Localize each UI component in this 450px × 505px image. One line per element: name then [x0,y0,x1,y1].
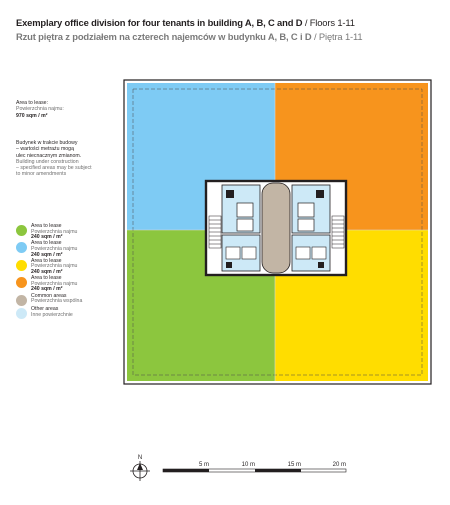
legend-label-en: Area to lease [31,240,62,247]
legend-label-pl: Powierzchnia najmu [31,245,78,252]
elevator-icon [298,219,314,231]
legend-label-pl: Powierzchnia najmu [31,263,78,270]
north-compass-icon [130,455,150,481]
note-en-1: Building under construction [16,158,79,165]
legend-value: 240 sqm / m² [31,268,63,275]
compass-north-label: N [137,455,143,461]
legend-label-en: Area to lease [31,223,62,229]
legend-label-en: Area to lease [31,275,62,282]
note-en-3: to minor amendments [16,171,67,178]
legend-label-pl: Powierzchnia najmu [31,280,78,287]
toilet-icon [226,247,240,259]
title-polish: Rzut piętra z podziałem na czterech najemców w budynku A, B, C i D / Piętra 1-11 [16,31,363,42]
note-pl-1: Budynek w trakcie budowy [16,140,78,146]
stairs-icon [209,216,221,248]
title-english: Exemplary office division for four tenants in building A, B, C and D / Floors 1-11 [16,17,355,28]
legend-label-en: Other areas [31,305,59,312]
legend-label-pl: Powierzchnia najmu [31,228,78,235]
stairs-icon [332,216,344,248]
legend-value: 240 sqm / m² [31,286,63,293]
scale-label: 10 m [241,462,255,468]
scale-label: 20 m [332,462,346,468]
toilet-icon [242,247,256,259]
elevator-icon [237,203,253,217]
legend-value: 240 sqm / m² [31,234,63,241]
note-pl-3: ulec niecnacznym zmianom. [16,152,82,159]
note-pl-2: – wartości metrażu mogą [16,146,74,153]
note-en-2: – specified areas may be subject [16,165,92,172]
elevator-icon [298,203,314,217]
legend-label-en: Common areas [31,292,67,299]
legend-value: 240 sqm / m² [31,251,63,258]
legend-label-pl: Powierzchnia wspólna [31,298,83,305]
elevator-icon [237,219,253,231]
toilet-icon [296,247,310,259]
area-label-pl: Powierzchnia najmu: [16,106,64,113]
legend-label-pl: Inne powierzchnie [31,311,73,318]
building-core [206,181,346,275]
scale-label: 15 m [287,462,301,468]
area-value: 970 sqm / m² [16,112,48,119]
scale-bar [163,462,346,472]
toilet-icon [312,247,326,259]
scale-label: 5 m [198,462,209,468]
legend-label-en: Area to lease [31,257,62,264]
area-label-en: Area to lease: [16,100,49,106]
core-corridor [262,183,290,273]
